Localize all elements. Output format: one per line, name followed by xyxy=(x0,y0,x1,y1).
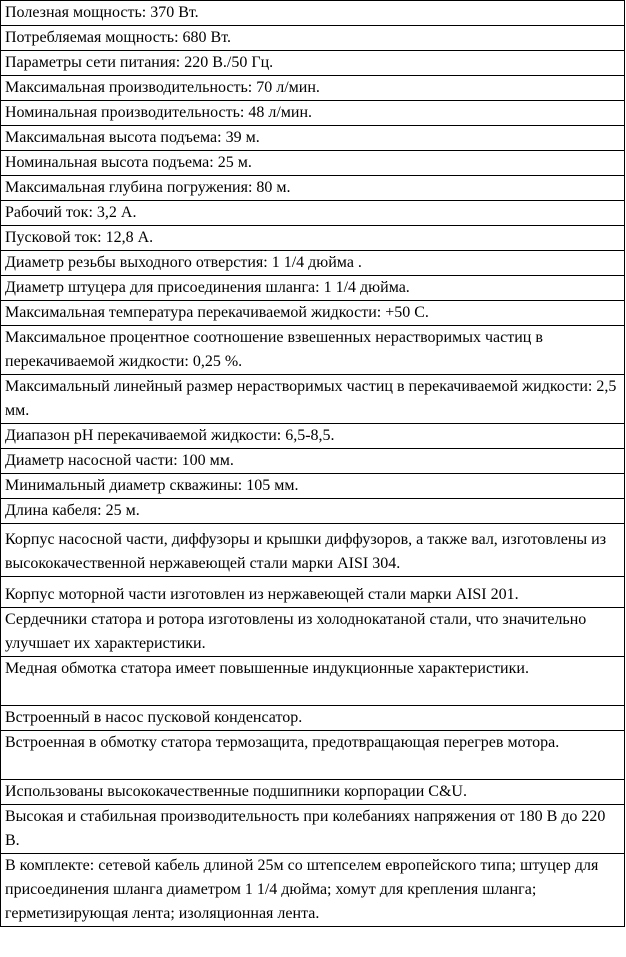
spec-max-capacity: Максимальная производительность: 70 л/мин. xyxy=(1,76,625,101)
table-row xyxy=(1,276,625,301)
spec-stator-rotor-cores: Сердечники статора и ротора изготовлены из холоднокатаной стали, что значительно улучшает их характеристики. xyxy=(1,608,625,657)
table-row xyxy=(1,706,625,731)
table-row xyxy=(1,731,625,780)
spec-motor-housing-material: Корпус моторной части изготовлен из нержавеющей стали марки AISI 201. xyxy=(1,577,625,608)
table-row xyxy=(1,805,625,854)
spec-start-capacitor: Встроенный в насос пусковой конденсатор. xyxy=(1,706,625,731)
spec-max-depth: Максимальная глубина погружения: 80 м. xyxy=(1,176,625,201)
spec-consumed-power: Потребляемая мощность: 680 Вт. xyxy=(1,26,625,51)
spec-max-particle-ratio: Максимальное процентное соотношение взвешенных нерастворимых частиц в перекачиваемой жидкости: 0,25 %. xyxy=(1,326,625,375)
table-row xyxy=(1,854,625,927)
table-row xyxy=(1,151,625,176)
spec-hose-fitting: Диаметр штуцера для присоединения шланга: 1 1/4 дюйма. xyxy=(1,276,625,301)
table-row xyxy=(1,424,625,449)
table-row xyxy=(1,301,625,326)
table-row xyxy=(1,375,625,424)
spec-nominal-head: Номинальная высота подъема: 25 м. xyxy=(1,151,625,176)
spec-outlet-thread: Диаметр резьбы выходного отверстия: 1 1/4 дюйма . xyxy=(1,251,625,276)
spec-package-contents: В комплекте: сетевой кабель длиной 25м со штепселем европейского типа; штуцер для присоединения шланга диаметром 1 1/4 дюйма; хомут для крепления шланга; герметизирующая лента; изоляционная лента. xyxy=(1,854,625,927)
table-row xyxy=(1,524,625,577)
spec-power-supply: Параметры сети питания: 220 В./50 Гц. xyxy=(1,51,625,76)
table-row xyxy=(1,474,625,499)
spec-max-temperature: Максимальная температура перекачиваемой жидкости: +50 С. xyxy=(1,301,625,326)
table-row xyxy=(1,226,625,251)
spec-pump-diameter: Диаметр насосной части: 100 мм. xyxy=(1,449,625,474)
table-row xyxy=(1,26,625,51)
spec-pump-housing-material: Корпус насосной части, диффузоры и крышки диффузоров, а также вал, изготовлены из высококачественной нержавеющей стали марки AISI 304. xyxy=(1,524,625,577)
table-row xyxy=(1,449,625,474)
table-row xyxy=(1,201,625,226)
table-row xyxy=(1,499,625,524)
spec-cable-length: Длина кабеля: 25 м. xyxy=(1,499,625,524)
table-row xyxy=(1,101,625,126)
table-row xyxy=(1,1,625,26)
table-row xyxy=(1,176,625,201)
spec-max-particle-size: Максимальный линейный размер нерастворимых частиц в перекачиваемой жидкости: 2,5 мм. xyxy=(1,375,625,424)
table-row xyxy=(1,51,625,76)
spec-bearings: Использованы высококачественные подшипники корпорации C&U. xyxy=(1,780,625,805)
table-row xyxy=(1,780,625,805)
table-row xyxy=(1,76,625,101)
spec-thermal-protection: Встроенная в обмотку статора термозащита, предотвращающая перегрев мотора. xyxy=(1,731,625,780)
table-row xyxy=(1,251,625,276)
table-row xyxy=(1,608,625,657)
spec-min-well-diameter: Минимальный диаметр скважины: 105 мм. xyxy=(1,474,625,499)
spec-working-current: Рабочий ток: 3,2 А. xyxy=(1,201,625,226)
table-row xyxy=(1,657,625,706)
spec-nominal-capacity: Номинальная производительность: 48 л/мин. xyxy=(1,101,625,126)
spec-useful-power: Полезная мощность: 370 Вт. xyxy=(1,1,625,26)
spec-starting-current: Пусковой ток: 12,8 А. xyxy=(1,226,625,251)
spec-max-head: Максимальная высота подъема: 39 м. xyxy=(1,126,625,151)
table-row xyxy=(1,126,625,151)
spec-copper-winding: Медная обмотка статора имеет повышенные индукционные характеристики. xyxy=(1,657,625,706)
spec-voltage-stability: Высокая и стабильная производительность при колебаниях напряжения от 180 В до 220 В. xyxy=(1,805,625,854)
spec-ph-range: Диапазон pH перекачиваемой жидкости: 6,5-8,5. xyxy=(1,424,625,449)
table-row xyxy=(1,577,625,608)
table-row xyxy=(1,326,625,375)
